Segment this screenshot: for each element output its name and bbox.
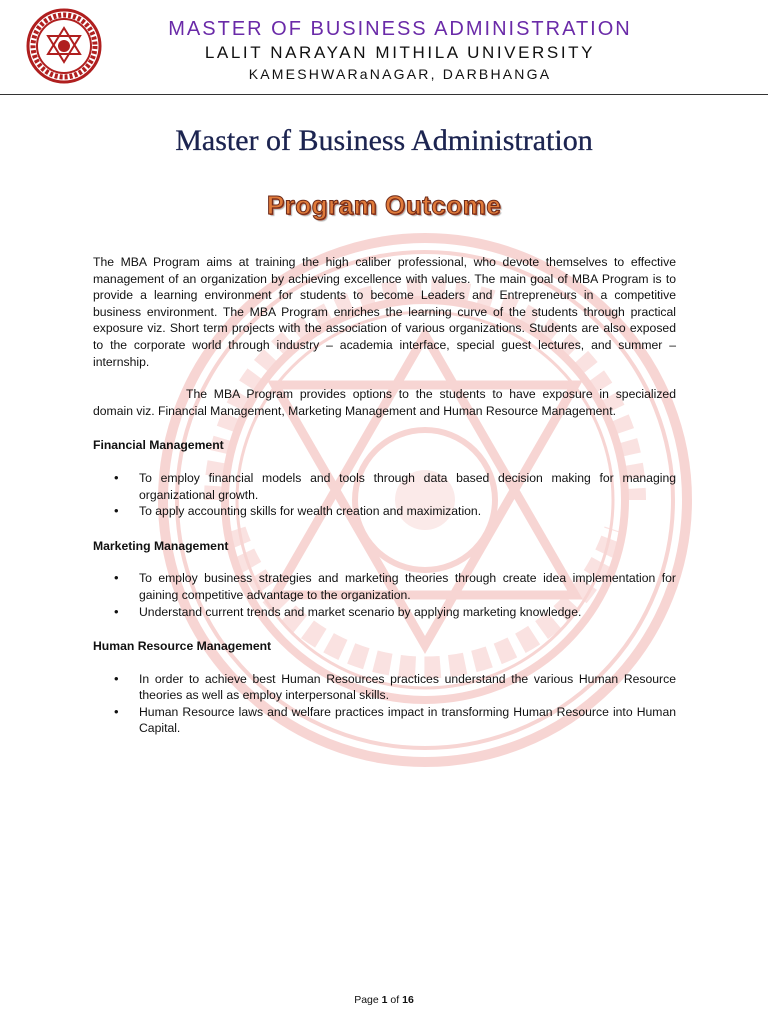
list-item: • Human Resource laws and welfare practices impact in transforming Human Resource into Human Capital. — [93, 704, 676, 737]
header-program-name: MASTER OF BUSINESS ADMINISTRATION — [168, 18, 632, 40]
document-body — [93, 254, 676, 737]
intro-paragraph: The MBA Program aims at training the high caliber professional, who devote themselves to effective management of an organization by achieving excellence with values. The main goal of MBA Program is to provide a learning environment for students to become Leaders and Entrepreneurs in a competitive business environment. The MBA Program enriches the learning curve of the students through practical exposure viz. Short term projects with the association of various organizations. Students are also exposed to the corporate world through industry – academia interface, special guest lectures, and summer – internship. — [93, 255, 676, 369]
header-divider — [0, 94, 768, 95]
document-subtitle: Program Outcome — [266, 190, 502, 220]
intro-paragraph-2: The MBA Program provides options to the students to have exposure in specialized domain viz. Financial Management, Marketing Management and Human Resource Management. — [93, 387, 676, 418]
total-pages: 16 — [402, 994, 414, 1006]
section-heading: Human Resource Management — [93, 639, 272, 654]
bullet-list — [93, 671, 676, 737]
section-marketing — [93, 538, 676, 620]
current-page: 1 — [381, 994, 388, 1006]
list-item: • In order to achieve best Human Resources practices understand the various Human Resource theories as well as employ interpersonal skills. — [93, 671, 676, 704]
bullet-list — [93, 570, 676, 620]
page-number-footer — [0, 994, 768, 1006]
list-item: • Understand current trends and market scenario by applying marketing knowledge. — [93, 604, 676, 621]
page-label: Page — [354, 994, 379, 1006]
section-financial — [93, 437, 676, 519]
section-heading: Financial Management — [93, 438, 224, 453]
section-heading: Marketing Management — [93, 538, 229, 553]
university-logo — [26, 8, 102, 84]
list-item: • To employ business strategies and marketing theories through create idea implementation for gaining competitive advantage to the organization. — [93, 570, 676, 603]
header-university-name: LALIT NARAYAN MITHILA UNIVERSITY — [204, 43, 596, 62]
list-item: • To employ financial models and tools through data based decision making for managing organizational growth. — [93, 470, 676, 503]
header-location: KAMESHWARaNAGAR, DARBHANGA — [248, 66, 552, 82]
of-label: of — [390, 994, 400, 1006]
document-title: Master of Business Administration — [175, 124, 593, 157]
bullet-list — [93, 470, 676, 520]
section-hrm — [93, 638, 676, 737]
list-item: • To apply accounting skills for wealth creation and maximization. — [93, 503, 676, 520]
